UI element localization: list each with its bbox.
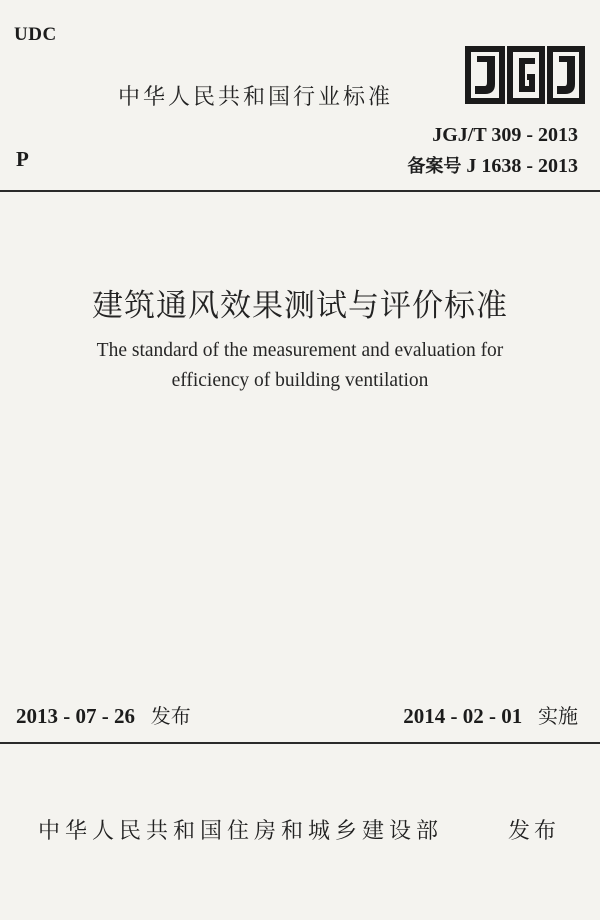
implement-label: 实施 [538,704,578,728]
title-english-line2: efficiency of building ventilation [171,370,429,391]
industry-standard-heading: 中华人民共和国行业标准 [118,85,394,110]
title-english-line1: The standard of the measurement and evaluation for [96,340,504,361]
publisher-name: 中华人民共和国住房和城乡建设部 [38,819,444,844]
jgj-logo [463,40,587,110]
standard-number: JGJ/T 309 - 2013 [432,124,578,146]
issue-label: 发布 [150,704,191,728]
record-number [407,152,578,178]
issue-date: 2013 - 07 - 26 [16,704,135,728]
bottom-divider [0,742,600,744]
top-divider [0,190,600,192]
classification-code: P [16,147,29,171]
issue-date-block [16,700,191,729]
title-chinese: 建筑通风效果测试与评价标准 [92,288,508,324]
udc-label: UDC [14,24,57,45]
jgj-logo-letters [465,46,585,104]
record-label: 备案号 [407,156,462,177]
publish-label: 发布 [507,819,560,844]
implement-date-block [403,700,578,729]
implement-date: 2014 - 02 - 01 [403,704,523,728]
record-number-value: J 1638 - 2013 [466,155,578,177]
